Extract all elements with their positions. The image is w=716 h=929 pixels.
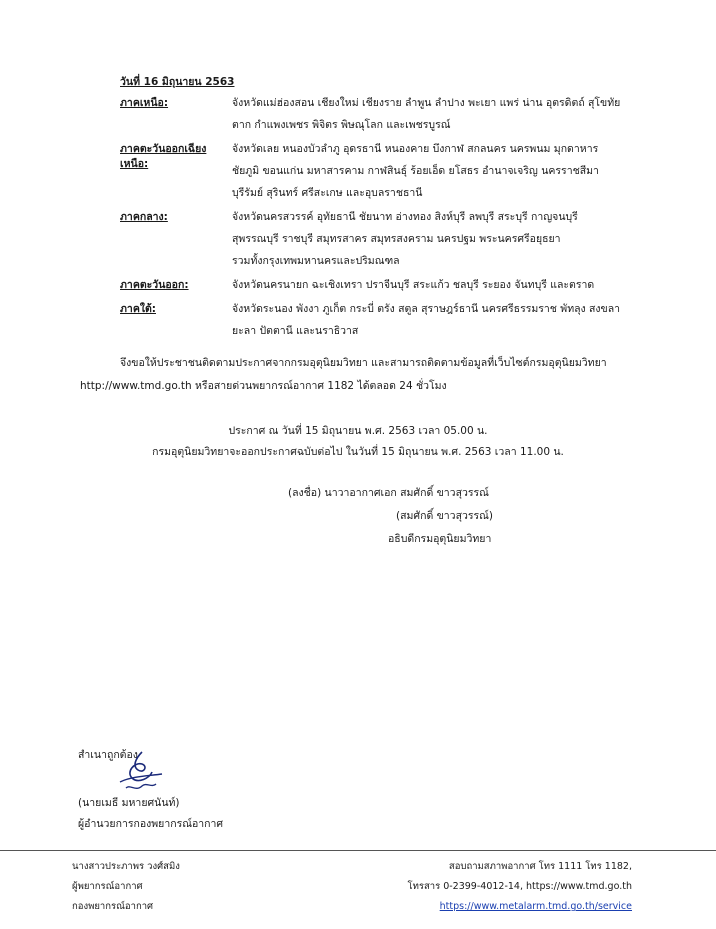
region-line: จังหวัดระนอง พังงา ภูเก็ต กระบี่ ตรัง สตูล สุราษฎร์ธานี นครศรีธรรมราช พัทลุง สงขลา bbox=[232, 303, 621, 315]
handwritten-signature bbox=[112, 748, 168, 798]
footer-contact bbox=[407, 860, 632, 920]
region-row-east bbox=[120, 278, 640, 300]
notice-line: http://www.tmd.go.th หรือสายด่วนพยากรณ์อากาศ 1182 ได้ตลอด 24 ชั่วโมง bbox=[80, 380, 447, 392]
region-row-central bbox=[120, 210, 640, 276]
region-row-south bbox=[120, 302, 640, 346]
region-name: ภาคเหนือ: bbox=[120, 97, 169, 109]
region-name: ภาคใต้: bbox=[120, 303, 156, 315]
region-line: สุพรรณบุรี ราชบุรี สมุทรสาคร สมุทรสงคราม นครปฐม พระนครศรีอยุธยา bbox=[232, 233, 561, 245]
footer-divider bbox=[0, 850, 716, 851]
region-line: รวมทั้งกรุงเทพมหานครและปริมณฑล bbox=[232, 255, 400, 267]
region-name: ภาคตะวันออกเฉียงเหนือ: bbox=[120, 143, 207, 170]
certifier-title: ผู้อำนวยการกองพยากรณ์อากาศ bbox=[78, 818, 224, 830]
notice-paragraph bbox=[80, 356, 640, 402]
region-line: ยะลา ปัตตานี และนราธิวาส bbox=[232, 325, 359, 337]
notice-line: จึงขอให้ประชาชนติดตามประกาศจากกรมอุตุนิยมวิทยา และสามารถติดตามข้อมูลที่เว็บไซต์กรมอุตุนิยมวิทยา bbox=[120, 357, 607, 369]
signatory-block bbox=[288, 486, 493, 555]
region-name: ภาคกลาง: bbox=[120, 211, 168, 223]
announcement-block bbox=[0, 424, 716, 466]
signatory-name: (สมศักดิ์ ขาวสุวรรณ์) bbox=[396, 510, 493, 522]
footer-forecaster bbox=[72, 860, 180, 920]
region-line: จังหวัดนครนายก ฉะเชิงเทรา ปราจีนบุรี สระแก้ว ชลบุรี ระยอง จันทบุรี และตราด bbox=[232, 279, 595, 291]
region-line: จังหวัดนครสวรรค์ อุทัยธานี ชัยนาท อ่างทอง สิงห์บุรี ลพบุรี สระบุรี กาญจนบุรี bbox=[232, 211, 578, 223]
forecaster-name: นางสาวประภาพร วงศ์สมิง bbox=[72, 861, 180, 872]
region-row-north bbox=[120, 96, 640, 140]
region-list bbox=[120, 96, 640, 348]
region-line: ตาก กำแพงเพชร พิจิตร พิษณุโลก และเพชรบูรณ์ bbox=[232, 119, 451, 131]
date-heading: วันที่ 16 มิถุนายน 2563 bbox=[120, 76, 235, 88]
forecaster-role: ผู้พยากรณ์อากาศ bbox=[72, 881, 143, 892]
region-line: จังหวัดแม่ฮ่องสอน เชียงใหม่ เชียงราย ลำพูน ลำปาง พะเยา แพร่ น่าน อุตรดิตถ์ สุโขทัย bbox=[232, 97, 621, 109]
next-issue-line: กรมอุตุนิยมวิทยาจะออกประกาศฉบับต่อไป ในวันที่ 15 มิถุนายน พ.ศ. 2563 เวลา 11.00 น. bbox=[152, 446, 564, 458]
forecaster-division: กองพยากรณ์อากาศ bbox=[72, 901, 154, 912]
contact-phone: สอบถามสภาพอากาศ โทร 1111 โทร 1182, bbox=[448, 861, 632, 872]
metalarm-link[interactable]: https://www.metalarm.tmd.go.th/service bbox=[439, 901, 632, 912]
contact-fax: โทรสาร 0-2399-4012-14, https://www.tmd.go.th bbox=[407, 881, 632, 892]
issued-line: ประกาศ ณ วันที่ 15 มิถุนายน พ.ศ. 2563 เวลา 05.00 น. bbox=[228, 425, 488, 437]
region-line: จังหวัดเลย หนองบัวลำภู อุดรธานี หนองคาย บึงกาฬ สกลนคร นครพนม มุกดาหาร bbox=[232, 143, 599, 155]
signed-line: (ลงชื่อ) นาวาอากาศเอก สมศักดิ์ ขาวสุวรรณ์ bbox=[288, 487, 489, 499]
region-line: ชัยภูมิ ขอนแก่น มหาสารคาม กาฬสินธุ์ ร้อยเอ็ด ยโสธร อำนาจเจริญ นครราชสีมา bbox=[232, 165, 599, 177]
signatory-title: อธิบดีกรมอุตุนิยมวิทยา bbox=[388, 533, 492, 545]
region-line: บุรีรัมย์ สุรินทร์ ศรีสะเกษ และอุบลราชธานี bbox=[232, 187, 423, 199]
region-row-northeast bbox=[120, 142, 640, 208]
certified-copy-label: สำเนาถูกต้อง bbox=[78, 749, 138, 761]
certifier-name: (นายเมธี มหายศนันท์) bbox=[78, 797, 180, 809]
region-name: ภาคตะวันออก: bbox=[120, 279, 189, 291]
